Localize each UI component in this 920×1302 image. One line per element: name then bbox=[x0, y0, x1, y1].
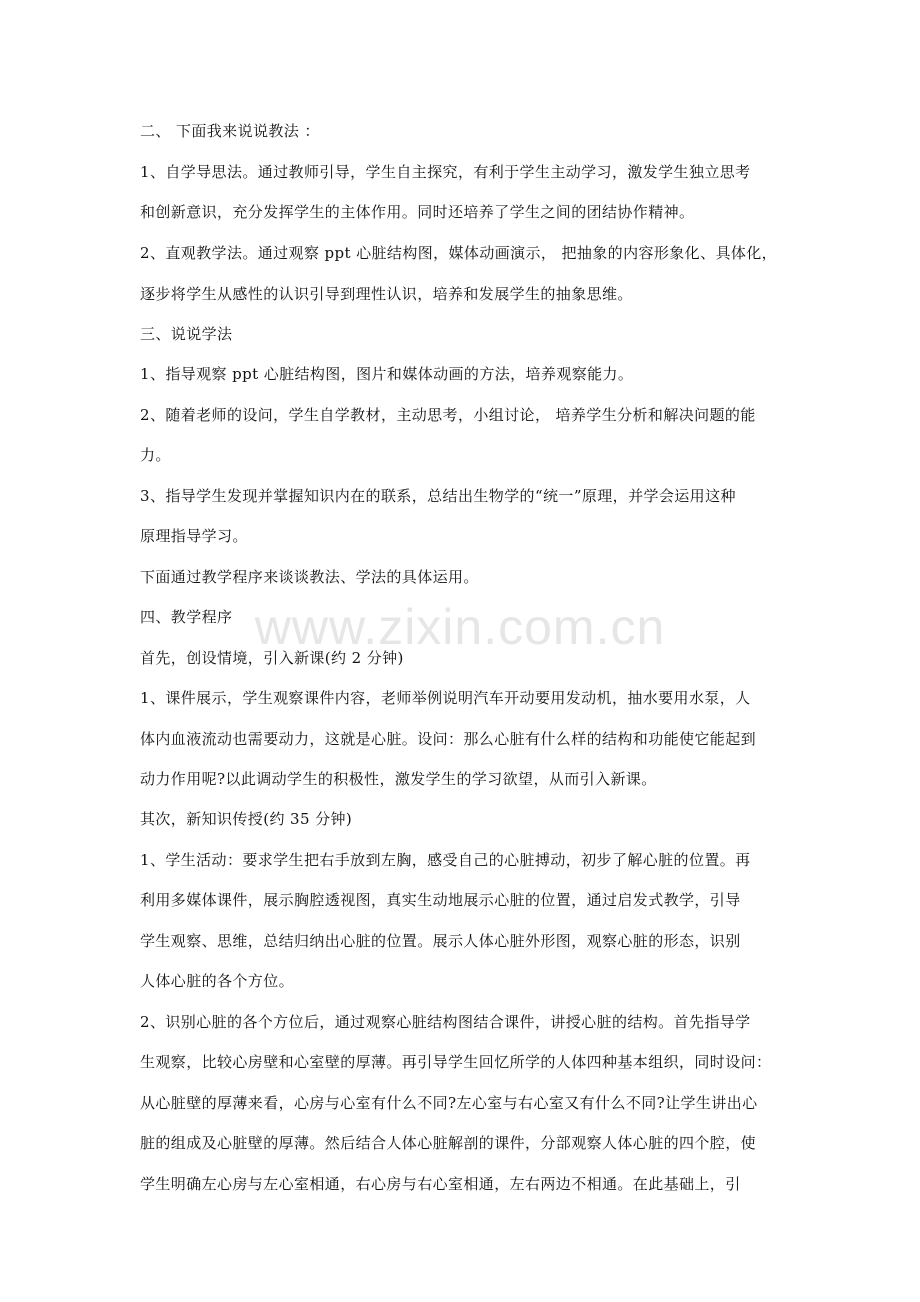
paragraph-line: 1、自学导思法。通过教师引导，学生自主探究，有利于学生主动学习，激发学生独立思考 bbox=[140, 163, 751, 181]
paragraph-line: 1、指导观察 ppt 心脏结构图，图片和媒体动画的方法，培养观察能力。 bbox=[140, 365, 634, 383]
paragraph-line: 逐步将学生从感性的认识引导到理性认识，培养和发展学生的抽象思维。 bbox=[140, 285, 633, 303]
paragraph-line: 生观察，比较心房壁和心室壁的厚薄。再引导学生回忆所学的人体四种基本组织，同时设问： bbox=[140, 1053, 772, 1071]
paragraph-line: 原理指导学习。 bbox=[140, 527, 248, 545]
paragraph-line: 2、直观教学法。通过观察 ppt 心脏结构图，媒体动画演示， 把抽象的内容形象化、具体化， bbox=[140, 244, 778, 262]
paragraph-line: 利用多媒体课件，展示胸腔透视图，真实生动地展示心脏的位置，通过启发式教学，引导 bbox=[140, 891, 741, 909]
paragraph-line: 从心脏壁的厚薄来看，心房与心室有什么不同?左心室与右心室又有什么不同?让学生讲出心 bbox=[140, 1094, 758, 1112]
paragraph-line: 首先，创设情境，引入新课(约 2 分钟) bbox=[140, 649, 404, 667]
paragraph-line: 其次，新知识传授(约 35 分钟) bbox=[140, 810, 353, 828]
paragraph-line: 和创新意识，充分发挥学生的主体作用。同时还培养了学生之间的团结协作精神。 bbox=[140, 203, 695, 221]
section-heading-learning-methods: 三、说说学法 bbox=[140, 325, 233, 343]
paragraph-line: 1、课件展示，学生观察课件内容，老师举例说明汽车开动要用发动机，抽水要用水泵，人 bbox=[140, 689, 751, 707]
paragraph-line: 下面通过教学程序来谈谈教法、学法的具体运用。 bbox=[140, 568, 479, 586]
paragraph-line: 2、随着老师的设问，学生自学教材，主动思考，小组讨论， 培养学生分析和解决问题的能 bbox=[140, 406, 756, 424]
paragraph-line: 3、指导学生发现并掌握知识内在的联系，总结出生物学的“统一”原理，并学会运用这种 bbox=[140, 487, 736, 505]
paragraph-line: 学生明确左心房与左心室相通，右心房与右心室相通，左右两边不相通。在此基础上，引 bbox=[140, 1175, 741, 1193]
section-heading-teaching-procedure: 四、教学程序 bbox=[140, 608, 233, 626]
watermark: www.zixin.com.cn bbox=[254, 599, 666, 655]
paragraph-line: 力。 bbox=[140, 446, 171, 464]
paragraph-line: 动力作用呢?以此调动学生的积极性，激发学生的学习欲望，从而引入新课。 bbox=[140, 770, 657, 788]
paragraph-line: 学生观察、思维，总结归纳出心脏的位置。展示人体心脏外形图，观察心脏的形态，识别 bbox=[140, 932, 741, 950]
paragraph-line: 1、学生活动：要求学生把右手放到左胸，感受自己的心脏搏动，初步了解心脏的位置。再 bbox=[140, 851, 751, 869]
paragraph-line: 体内血液流动也需要动力，这就是心脏。设问：那么心脏有什么样的结构和功能使它能起到 bbox=[140, 730, 757, 748]
section-heading-teaching-methods: 二、 下面我来说说教法 ： bbox=[140, 122, 320, 140]
paragraph-line: 人体心脏的各个方位。 bbox=[140, 972, 295, 990]
paragraph-line: 脏的组成及心脏壁的厚薄。然后结合人体心脏解剖的课件，分部观察人体心脏的四个腔，使 bbox=[140, 1134, 757, 1152]
paragraph-line: 2、识别心脏的各个方位后，通过观察心脏结构图结合课件，讲授心脏的结构。首先指导学 bbox=[140, 1013, 751, 1031]
